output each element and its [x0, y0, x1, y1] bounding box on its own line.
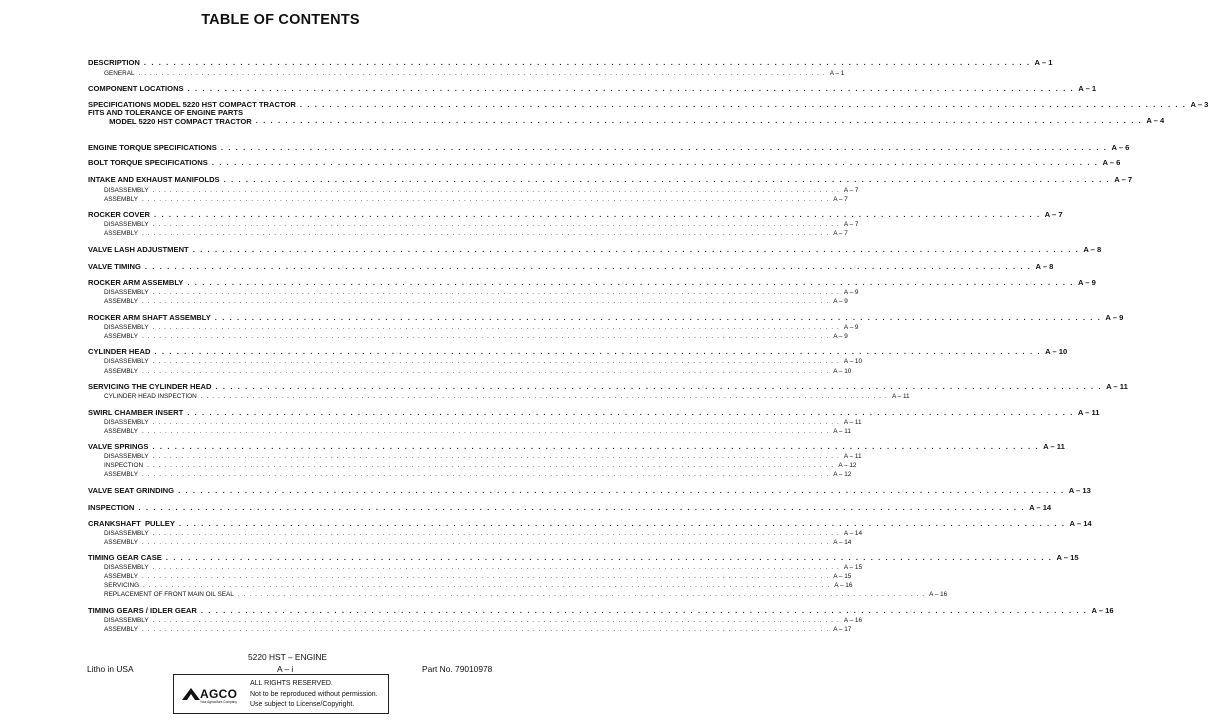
toc-entry-label: ASSEMBLY	[104, 333, 138, 340]
toc-entry-page: A – 6	[1111, 143, 1130, 152]
toc-entry-label: ASSEMBLY	[104, 573, 138, 580]
rights-line-3: Use subject to License/Copyright.	[250, 701, 355, 708]
dot-leader: . . . . . . . . . . . . . . . . . . . . . . . . . . . . . . . . . . . . . . . . . . . . . . . . . . . . . . . . . . . . . . . . . . . . . . . . . . . . . . . . . . . . . . . . . . . . . . . . . . . . . . . . . . . . . . . . . . . . . . . .	[141, 298, 830, 305]
toc-entry-page: A – 11	[833, 428, 851, 435]
copyright-notice-box	[173, 674, 389, 714]
toc-entry-page: A – 9	[1105, 313, 1124, 322]
toc-entry-page: A – 11	[1077, 408, 1100, 417]
dot-leader: . . . . . . . . . . . . . . . . . . . . . . . . . . . . . . . . . . . . . . . . . . . . . . . . . . . . . . . . . . . . . . . . . . . . . . . . . . . . . . . . . . . . . . . . . . . . . . . . . . . . . . . . . . . . . . . . . . . . . . . .	[152, 617, 840, 624]
toc-entry	[88, 313, 1124, 323]
toc-entry	[88, 486, 1091, 496]
toc-entry-page: A – 8	[1035, 262, 1054, 271]
toc-entry-label: TIMING GEAR CASE	[88, 553, 162, 562]
toc-entry-label: COMPONENT LOCATIONS	[88, 84, 184, 93]
dot-leader: . . . . . . . . . . . . . . . . . . . . . . . . . . . . . . . . . . . . . . . . . . . . . . . . . . . . . . . . . . . . . . . . . . . . . . . . . . . . . . . . . . . . . . . . . . . . . . . . . . . . . . . . . . . . . . . . . . . . . . . .	[141, 428, 830, 435]
dot-leader: . . . . . . . . . . . . . . . . . . . . . . . . . . . . . . . . . . . . . . . . . . . . . . . . . . . . . . . . . . . . . . . . . . . . . . . . . . . . . . . . . . . . . . . . . . . . . . . . . . . . . . . . . . . . . . . . . . . . . . . .	[192, 245, 1080, 254]
rights-line-2: Not to be reproduced without permission.	[250, 690, 378, 698]
dot-leader: . . . . . . . . . . . . . . . . . . . . . . . . . . . . . . . . . . . . . . . . . . . . . . . . . . . . . . . . . . . . . . . . . . . . . . . . . . . . . . . . . . . . . . . . . . . . . . . . . . . . . . . . . . . . . . . . . . . . . . . .	[141, 230, 830, 237]
toc-subentry	[88, 538, 852, 548]
logo-wordmark: AGCO	[200, 687, 238, 701]
toc-entry-page: A – 7	[843, 187, 859, 194]
toc-entry-page: A – 15	[1056, 553, 1079, 562]
toc-subentry	[88, 427, 851, 437]
toc-entry-page: A – 7	[833, 196, 848, 203]
toc-entry-page: A – 16	[1091, 606, 1114, 615]
toc-entry-page: A – 1	[1034, 58, 1053, 67]
toc-entry	[88, 84, 1097, 94]
toc-entry-label: ROCKER COVER	[88, 210, 151, 219]
dot-leader: . . . . . . . . . . . . . . . . . . . . . . . . . . . . . . . . . . . . . . . . . . . . . . . . . . . . . . . . . . . . . . . . . . . . . . . . . . . . . . . . . . . . . . . . . . . . . . . . . . . . . . . . . . . . . . . . . . . . . . . .	[141, 471, 830, 478]
dot-leader: . . . . . . . . . . . . . . . . . . . . . . . . . . . . . . . . . . . . . . . . . . . . . . . . . . . . . . . . . . . . . . . . . . . . . . . . . . . . . . . . . . . . . . . . . . . . . . . . . . . . . . . . . . . . . . . . . . . . . . . .	[154, 347, 1042, 356]
toc-entry-label: DISASSEMBLY	[104, 564, 149, 571]
toc-entry-label: ASSEMBLY	[104, 298, 138, 305]
toc-subentry	[88, 332, 848, 342]
toc-entry	[88, 606, 1114, 616]
toc-entry-label: DISASSEMBLY	[104, 221, 149, 228]
toc-entry-label: INSPECTION	[88, 503, 135, 512]
dot-leader: . . . . . . . . . . . . . . . . . . . . . . . . . . . . . . . . . . . . . . . . . . . . . . . . . . . . . . . . . . . . . . . . . . . . . . . . . . . . . . . . . . . . . . . . . . . . . . . . . . . . . . . . . . . . . . . . . . . . . . . .	[144, 262, 1032, 271]
agco-triangle-icon	[182, 687, 200, 701]
dot-leader: . . . . . . . . . . . . . . . . . . . . . . . . . . . . . . . . . . . . . . . . . . . . . . . . . . . . . . . . . . . . . . . . . . . . . . . . . . . . . . . . . . . . . . . . . . . . . . . . . . . . . . . . . . . . . . . . . . . . . . . .	[152, 289, 840, 296]
toc-entry-page: A – 11	[843, 453, 862, 460]
footer-part-number: Part No. 79010978	[422, 664, 493, 674]
toc-entry	[88, 519, 1092, 529]
toc-subentry	[88, 357, 863, 367]
toc-entry-page: A – 11	[891, 393, 910, 400]
toc-entry-page: A – 1	[829, 70, 845, 77]
page-title: TABLE OF CONTENTS	[201, 12, 360, 28]
toc-entry-label: SPECIFICATIONS MODEL 5220 HST COMPACT TRACTOR	[88, 100, 296, 109]
toc-entry-page: A – 16	[834, 582, 853, 589]
toc-entry-label: CYLINDER HEAD	[88, 347, 151, 356]
toc-entry-label: DISASSEMBLY	[104, 530, 149, 537]
dot-leader: . . . . . . . . . . . . . . . . . . . . . . . . . . . . . . . . . . . . . . . . . . . . . . . . . . . . . . . . . . . . . . . . . . . . . . . . . . . . . . . . . . . . . . . . . . . . . . . . . . . . . . . . . . . . . . . . . . . . . . . .	[152, 187, 840, 194]
toc-entry-label: FITS AND TOLERANCE OF ENGINE PARTS MODEL 5220 HST COMPACT TRACTOR	[88, 108, 252, 126]
dot-leader: . . . . . . . . . . . . . . . . . . . . . . . . . . . . . . . . . . . . . . . . . . . . . . . . . . . . . . . . . . . . . . . . . . . . . . . . . . . . . . . . . . . . . . . . . . . . . . . . . . . . . . . . . . . . . . . . . . . . . . . .	[138, 70, 826, 77]
dot-leader: . . . . . . . . . . . . . . . . . . . . . . . . . . . . . . . . . . . . . . . . . . . . . . . . . . . . . . . . . . . . . . . . . . . . . . . . . . . . . . . . . . . . . . . . . . . . . . . . . . . . . . . . . . . . . . . . . . . . . . . .	[143, 582, 831, 589]
toc-entry	[88, 108, 1165, 126]
toc-entry	[88, 347, 1068, 357]
agco-logo	[182, 686, 240, 704]
toc-entry-page: A – 6	[1102, 158, 1121, 167]
dot-leader: . . . . . . . . . . . . . . . . . . . . . . . . . . . . . . . . . . . . . . . . . . . . . . . . . . . . . . . . . . . . . . . . . . . . . . . . . . . . . . . . . . . . . . . . . . . . . . . . . . . . . . . . . . . . . . . . . . . . . . . .	[141, 196, 830, 203]
dot-leader: . . . . . . . . . . . . . . . . . . . . . . . . . . . . . . . . . . . . . . . . . . . . . . . . . . . . . . . . . . . . . . . . . . . . . . . . . . . . . . . . . . . . . . . . . . . . . . . . . . . . . . . . . . . . . . . . . . . . . . . .	[152, 358, 840, 365]
toc-entry-label: INSPECTION	[104, 462, 144, 469]
rights-line-1: ALL RIGHTS RESERVED.	[250, 680, 333, 687]
dot-leader: . . . . . . . . . . . . . . . . . . . . . . . . . . . . . . . . . . . . . . . . . . . . . . . . . . . . . . . . . . . . . . . . . . . . . . . . . . . . . . . . . . . . . . . . . . . . . . . . . . . . . . . . . . . . . . . . . . . . . . . .	[187, 278, 1074, 287]
toc-entry-label: DISASSEMBLY	[104, 187, 149, 194]
toc-subentry	[88, 229, 848, 239]
dot-leader: . . . . . . . . . . . . . . . . . . . . . . . . . . . . . . . . . . . . . . . . . . . . . . . . . . . . . . . . . . . . . . . . . . . . . . . . . . . . . . . . . . . . . . . . . . . . . . . . . . . . . . . . . . . . . . . . . . . . . . . .	[152, 221, 840, 228]
toc-entry-page: A – 17	[833, 626, 852, 633]
dot-leader: . . . . . . . . . . . . . . . . . . . . . . . . . . . . . . . . . . . . . . . . . . . . . . . . . . . . . . . . . . . . . . . . . . . . . . . . . . . . . . . . . . . . . . . . . . . . . . . . . . . . . . . . . . . . . . . . . . . . . . . .	[187, 84, 1075, 93]
toc-entry-label: DISASSEMBLY	[104, 453, 149, 460]
toc-subentry	[88, 470, 852, 480]
toc-entry-label: ASSEMBLY	[104, 428, 138, 435]
logo-tagline: Your Agriculture Company	[200, 700, 237, 704]
dot-leader: . . . . . . . . . . . . . . . . . . . . . . . . . . . . . . . . . . . . . . . . . . . . . . . . . . . . . . . . . . . . . . . . . . . . . . . . . . . . . . . . . . . . . . . . . . . . . . . . . . . . . . . . . . . . . . . . . . . . . . . .	[220, 143, 1108, 152]
toc-entry-page: A – 15	[833, 573, 852, 580]
footer-litho: Litho in USA	[87, 664, 134, 674]
toc-entry-page: A – 7	[1044, 210, 1063, 219]
toc-entry	[88, 245, 1102, 255]
footer-page-number: A – i	[277, 664, 294, 674]
toc-entry-label: VALVE SPRINGS	[88, 442, 149, 451]
toc-entry-label: ASSEMBLY	[104, 471, 138, 478]
toc-entry	[88, 553, 1079, 563]
dot-leader: . . . . . . . . . . . . . . . . . . . . . . . . . . . . . . . . . . . . . . . . . . . . . . . . . . . . . . . . . . . . . . . . . . . . . . . . . . . . . . . . . . . . . . . . . . . . . . . . . . . . . . . . . . . . . . . . . . . . . . . .	[178, 486, 1065, 495]
toc-entry-page: A – 11	[1106, 382, 1128, 391]
dot-leader: . . . . . . . . . . . . . . . . . . . . . . . . . . . . . . . . . . . . . . . . . . . . . . . . . . . . . . . . . . . . . . . . . . . . . . . . . . . . . . . . . . . . . . . . . . . . . . . . . . . . . . . . . . . . . . . . . . . . . . . .	[178, 519, 1066, 528]
footer-model: 5220 HST – ENGINE	[248, 652, 327, 662]
toc-entry-label: GENERAL	[104, 70, 135, 77]
toc-entry-label: ASSEMBLY	[104, 230, 138, 237]
toc-entry-page: A – 13	[1068, 486, 1091, 495]
dot-leader: . . . . . . . . . . . . . . . . . . . . . . . . . . . . . . . . . . . . . . . . . . . . . . . . . . . . . . . . . . . . . . . . . . . . . . . . . . . . . . . . . . . . . . . . . . . . . . . . . . . . . . . . . . . . . . . . . . . . . . . .	[141, 333, 830, 340]
toc-entry-label: DISASSEMBLY	[104, 324, 149, 331]
dot-leader: . . . . . . . . . . . . . . . . . . . . . . . . . . . . . . . . . . . . . . . . . . . . . . . . . . . . . . . . . . . . . . . . . . . . . . . . . . . . . . . . . . . . . . . . . . . . . . . . . . . . . . . . . . . . . . . . . . . . . . . .	[152, 564, 840, 571]
toc-entry-label: DISASSEMBLY	[104, 617, 149, 624]
toc-entry-page: A – 8	[1083, 245, 1102, 254]
dot-leader: . . . . . . . . . . . . . . . . . . . . . . . . . . . . . . . . . . . . . . . . . . . . . . . . . . . . . . . . . . . . . . . . . . . . . . . . . . . . . . . . . . . . . . . . . . . . . . . . . . . . . . . . . . . . . . . . . . . . . . . .	[152, 442, 1040, 451]
toc-entry-label: DISASSEMBLY	[104, 419, 149, 426]
toc-entry-label: INTAKE AND EXHAUST MANIFOLDS	[88, 175, 220, 184]
toc-entry-page: A – 10	[1045, 347, 1068, 356]
dot-leader: . . . . . . . . . . . . . . . . . . . . . . . . . . . . . . . . . . . . . . . . . . . . . . . . . . . . . . . . . . . . . . . . . . . . . . . . . . . . . . . . . . . . . . . . . . . . . . . . . . . . . . . . . . . . . . . . . . . . . . . .	[214, 313, 1102, 322]
toc-entry-page: A – 14	[843, 530, 863, 537]
toc-entry-page: A – 16	[843, 617, 863, 624]
dot-leader: . . . . . . . . . . . . . . . . . . . . . . . . . . . . . . . . . . . . . . . . . . . . . . . . . . . . . . . . . . . . . . . . . . . . . . . . . . . . . . . . . . . . . . . . . . . . . . . . . . . . . . . . . . . . . . . . . . . . . . . .	[141, 573, 830, 580]
toc-entry-label: ROCKER ARM SHAFT ASSEMBLY	[88, 313, 211, 322]
toc-entry	[88, 158, 1121, 168]
toc-entry-label: ASSEMBLY	[104, 626, 138, 633]
toc-entry-label: CRANKSHAFT PULLEY	[88, 519, 175, 528]
dot-leader: . . . . . . . . . . . . . . . . . . . . . . . . . . . . . . . . . . . . . . . . . . . . . . . . . . . . . . . . . . . . . . . . . . . . . . . . . . . . . . . . . . . . . . . . . . . . . . . . . . . . . . . . . . . . . . . . . . . . . . . .	[152, 530, 840, 537]
toc-entry-page: A – 14	[833, 539, 852, 546]
dot-leader: . . . . . . . . . . . . . . . . . . . . . . . . . . . . . . . . . . . . . . . . . . . . . . . . . . . . . . . . . . . . . . . . . . . . . . . . . . . . . . . . . . . . . . . . . . . . . . . . . . . . . . . . . . . . . . . . . . . . . . . .	[187, 408, 1074, 417]
toc-entry-page: A – 14	[1069, 519, 1092, 528]
dot-leader: . . . . . . . . . . . . . . . . . . . . . . . . . . . . . . . . . . . . . . . . . . . . . . . . . . . . . . . . . . . . . . . . . . . . . . . . . . . . . . . . . . . . . . . . . . . . . . . . . . . . . . . . . . . . . . . . . . . . . . . .	[165, 553, 1053, 562]
toc-entry-label: SERVICING	[104, 582, 140, 589]
toc-entry-page: A – 10	[843, 358, 863, 365]
toc-entry-page: A – 16	[929, 591, 948, 598]
toc-entry-label: VALVE TIMING	[88, 262, 141, 271]
toc-entry	[88, 278, 1096, 288]
toc-subentry	[88, 195, 848, 205]
dot-leader: . . . . . . . . . . . . . . . . . . . . . . . . . . . . . . . . . . . . . . . . . . . . . . . . . . . . . . . . . . . . . . . . . . . . . . . . . . . . . . . . . . . . . . . . . . . . . . . . . . . . . . . . . . . . . . . . . . . . . . . .	[141, 539, 830, 546]
dot-leader: . . . . . . . . . . . . . . . . . . . . . . . . . . . . . . . . . . . . . . . . . . . . . . . . . . . . . . . . . . . . . . . . . . . . . . . . . . . . . . . . . . . . . . . . . . . . . . . . . . . . . . . . . . . . . . . . . . . . . . . .	[200, 606, 1088, 615]
toc-entry-page: A – 12	[833, 471, 852, 478]
toc-entry-label: ASSEMBLY	[104, 196, 138, 203]
toc-entry-page: A – 11	[843, 419, 862, 426]
toc-entry-label: SERVICING THE CYLINDER HEAD	[88, 382, 212, 391]
toc-entry-page: A – 9	[1078, 278, 1096, 287]
toc-entry-page: A – 7	[1114, 175, 1133, 184]
rights-text	[250, 679, 378, 711]
toc-entry-page: A – 9	[833, 298, 848, 305]
toc-subentry	[88, 69, 845, 79]
dot-leader: . . . . . . . . . . . . . . . . . . . . . . . . . . . . . . . . . . . . . . . . . . . . . . . . . . . . . . . . . . . . . . . . . . . . . . . . . . . . . . . . . . . . . . . . . . . . . . . . . . . . . . . . . . . . . . . . . . . . . . . .	[200, 393, 888, 400]
dot-leader: . . . . . . . . . . . . . . . . . . . . . . . . . . . . . . . . . . . . . . . . . . . . . . . . . . . . . . . . . . . . . . . . . . . . . . . . . . . . . . . . . . . . . . . . . . . . . . . . . . . . . . . . . . . . . . . . . . . . . . . .	[152, 324, 840, 331]
toc-entry-page: A – 1	[1078, 84, 1097, 93]
dot-leader: . . . . . . . . . . . . . . . . . . . . . . . . . . . . . . . . . . . . . . . . . . . . . . . . . . . . . . . . . . . . . . . . . . . . . . . . . . . . . . . . . . . . . . . . . . . . . . . . . . . . . . . . . . . . . . . . . . . . . . . .	[141, 626, 830, 633]
toc-entry-label: ASSEMBLY	[104, 539, 138, 546]
toc-entry-page: A – 9	[843, 324, 859, 331]
dot-leader: . . . . . . . . . . . . . . . . . . . . . . . . . . . . . . . . . . . . . . . . . . . . . . . . . . . . . . . . . . . . . . . . . . . . . . . . . . . . . . . . . . . . . . . . . . . . . . . . . . . . . . . . . . . . . . . . . . . . . . . .	[147, 462, 835, 469]
dot-leader: . . . . . . . . . . . . . . . . . . . . . . . . . . . . . . . . . . . . . . . . . . . . . . . . . . . . . . . . . . . . . . . . . . . . . . . . . . . . . . . . . . . . . . . . . . . . . . . . . . . . . . . . . . . . . . . . . . . . . . . .	[141, 368, 830, 375]
dot-leader: . . . . . . . . . . . . . . . . . . . . . . . . . . . . . . . . . . . . . . . . . . . . . . . . . . . . . . . . . . . . . . . . . . . . . . . . . . . . . . . . . . . . . . . . . . . . . . . . . . . . . . . . . . . . . . . . . . . . . . . .	[223, 175, 1111, 184]
dot-leader: . . . . . . . . . . . . . . . . . . . . . . . . . . . . . . . . . . . . . . . . . . . . . . . . . . . . . . . . . . . . . . . . . . . . . . . . . . . . . . . . . . . . . . . . . . . . . . . . . . . . . . . . . . . . . . . . . . . . . . . .	[152, 419, 840, 426]
toc-entry-page: A – 11	[1043, 442, 1065, 451]
toc-entry-page: A – 14	[1029, 503, 1052, 512]
toc-entry-page: A – 9	[833, 333, 848, 340]
toc-entry	[88, 262, 1054, 272]
toc-entry	[88, 382, 1128, 392]
toc-entry	[88, 143, 1130, 153]
toc-subentry	[88, 297, 848, 307]
toc-entry-label: BOLT TORQUE SPECIFICATIONS	[88, 158, 208, 167]
toc-entry	[88, 210, 1063, 220]
toc-entry-page: A – 9	[843, 289, 859, 296]
toc-entry-label: VALVE SEAT GRINDING	[88, 486, 175, 495]
toc-entry-page: A – 3	[1190, 100, 1208, 109]
toc-entry-label: ROCKER ARM ASSEMBLY	[88, 278, 184, 287]
dot-leader: . . . . . . . . . . . . . . . . . . . . . . . . . . . . . . . . . . . . . . . . . . . . . . . . . . . . . . . . . . . . . . . . . . . . . . . . . . . . . . . . . . . . . . . . . . . . . . . . . . . . . . . . . . . . . . . . . . . . . . . .	[138, 503, 1026, 512]
dot-leader: . . . . . . . . . . . . . . . . . . . . . . . . . . . . . . . . . . . . . . . . . . . . . . . . . . . . . . . . . . . . . . . . . . . . . . . . . . . . . . . . . . . . . . . . . . . . . . . . . . . . . . . . . . . . . . . . . . . . . . . .	[211, 158, 1099, 167]
toc-entry-page: A – 7	[833, 230, 848, 237]
toc-entry-page: A – 15	[843, 564, 863, 571]
toc-subentry	[88, 590, 948, 600]
toc-subentry	[88, 392, 910, 402]
dot-leader: . . . . . . . . . . . . . . . . . . . . . . . . . . . . . . . . . . . . . . . . . . . . . . . . . . . . . . . . . . . . . . . . . . . . . . . . . . . . . . . . . . . . . . . . . . . . . . . . . . . . . . . . . . . . . . . . . . . . . . . .	[237, 591, 926, 598]
dot-leader: . . . . . . . . . . . . . . . . . . . . . . . . . . . . . . . . . . . . . . . . . . . . . . . . . . . . . . . . . . . . . . . . . . . . . . . . . . . . . . . . . . . . . . . . . . . . . . . . . . . . . . . . . . . . . . . . . . . . . . . .	[215, 382, 1103, 391]
toc-entry	[88, 175, 1133, 185]
toc-entry-page: A – 7	[843, 221, 859, 228]
toc-entry	[88, 58, 1053, 68]
toc-entry	[88, 503, 1052, 513]
toc-entry-label: REPLACEMENT OF FRONT MAIN OIL SEAL	[104, 591, 234, 598]
toc-entry-label: DESCRIPTION	[88, 58, 140, 67]
toc-entry-label: DISASSEMBLY	[104, 358, 149, 365]
toc-entry-label: VALVE LASH ADJUSTMENT	[88, 245, 189, 254]
toc-entry-label: ENGINE TORQUE SPECIFICATIONS	[88, 143, 217, 152]
dot-leader: . . . . . . . . . . . . . . . . . . . . . . . . . . . . . . . . . . . . . . . . . . . . . . . . . . . . . . . . . . . . . . . . . . . . . . . . . . . . . . . . . . . . . . . . . . . . . . . . . . . . . . . . . . . . . . . . . . . . . . . .	[143, 58, 1031, 67]
dot-leader: . . . . . . . . . . . . . . . . . . . . . . . . . . . . . . . . . . . . . . . . . . . . . . . . . . . . . . . . . . . . . . . . . . . . . . . . . . . . . . . . . . . . . . . . . . . . . . . . . . . . . . . . . . . . . . . . . . . . . . . .	[154, 210, 1041, 219]
toc-subentry	[88, 625, 852, 635]
dot-leader: . . . . . . . . . . . . . . . . . . . . . . . . . . . . . . . . . . . . . . . . . . . . . . . . . . . . . . . . . . . . . . . . . . . . . . . . . . . . . . . . . . . . . . . . . . . . . . . . . . . . . . . . . . . . . . . . . . . . . . . .	[255, 116, 1143, 125]
toc-entry	[88, 442, 1065, 452]
toc-subentry	[88, 367, 852, 377]
toc-entry-label: ASSEMBLY	[104, 368, 138, 375]
toc-entry-label: DISASSEMBLY	[104, 289, 149, 296]
toc-entry-label: SWIRL CHAMBER INSERT	[88, 408, 184, 417]
toc-entry-label: CYLINDER HEAD INSPECTION	[104, 393, 197, 400]
toc-entry-label: TIMING GEARS / IDLER GEAR	[88, 606, 197, 615]
toc-entry-page: A – 4	[1146, 116, 1165, 125]
toc-entry-page: A – 10	[833, 368, 852, 375]
dot-leader: . . . . . . . . . . . . . . . . . . . . . . . . . . . . . . . . . . . . . . . . . . . . . . . . . . . . . . . . . . . . . . . . . . . . . . . . . . . . . . . . . . . . . . . . . . . . . . . . . . . . . . . . . . . . . . . . . . . . . . . .	[152, 453, 840, 460]
toc-entry	[88, 408, 1100, 418]
dot-leader: . . . . . . . . . . . . . . . . . . . . . . . . . . . . . . . . . . . . . . . . . . . . . . . . . . . . . . . . . . . . . . . . . . . . . . . . . . . . . . . . . . . . . . . . . . . . . . . . . . . . . . . . . . . . . . . . . . . . . . . .	[299, 100, 1187, 109]
toc-entry-page: A – 12	[838, 462, 857, 469]
